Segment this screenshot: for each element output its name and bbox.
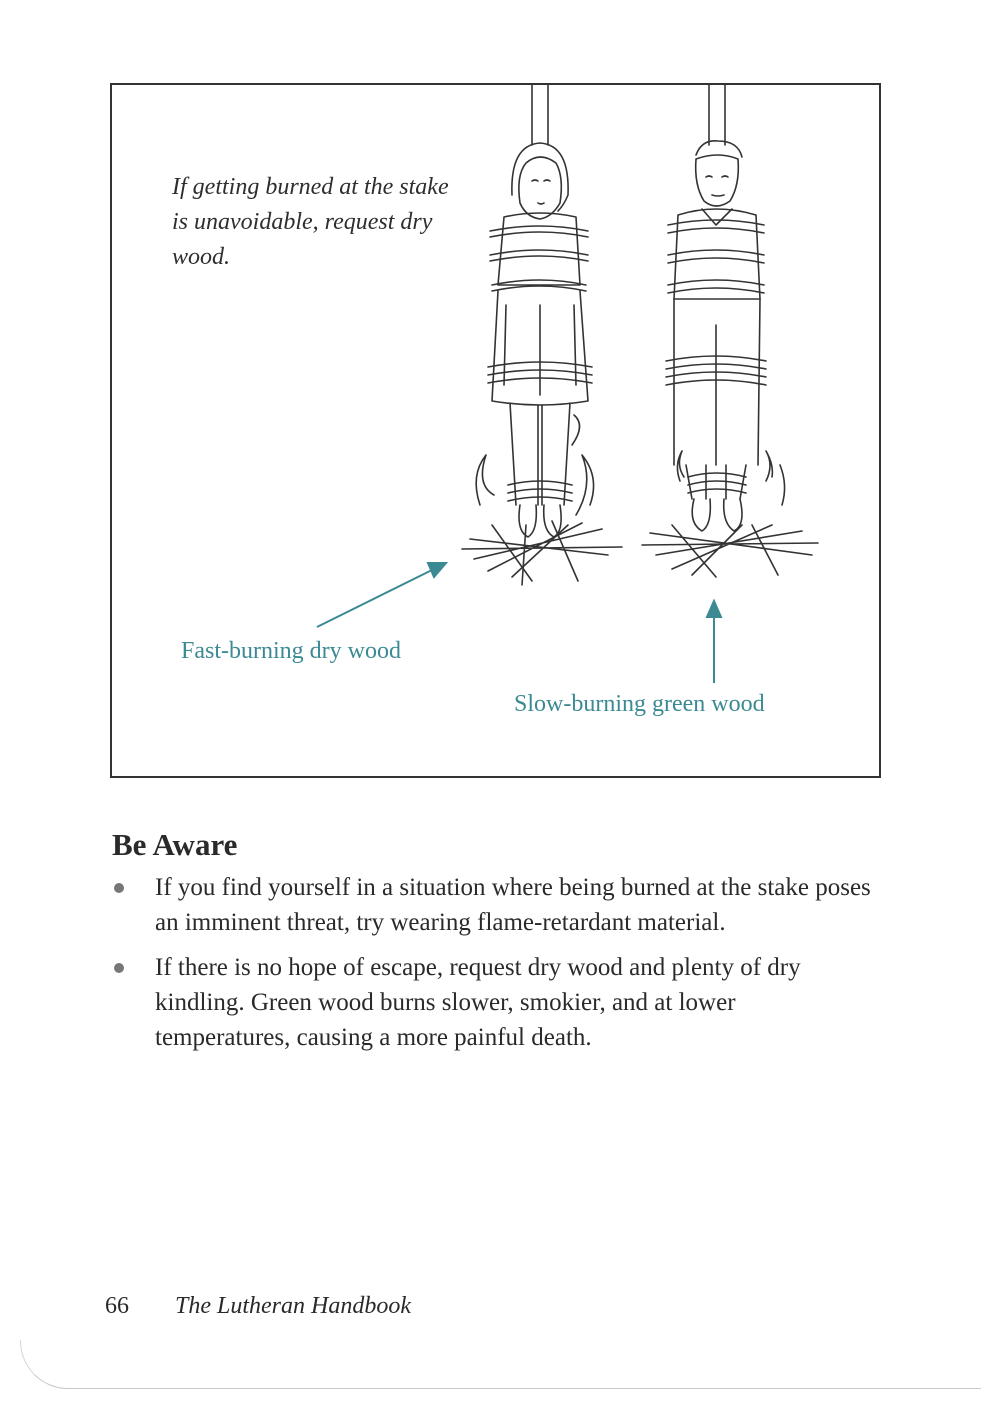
list-item (112, 950, 872, 1055)
page-footer (105, 1293, 411, 1320)
page-number: 66 (105, 1293, 129, 1319)
page-curl-edge (20, 1340, 981, 1389)
figure-caption: If getting burned at the stake is unavoidable, request dry wood. (172, 174, 449, 270)
bullet-icon (114, 883, 124, 893)
advice-list (112, 870, 872, 1065)
illustration-frame (110, 83, 881, 778)
list-item-text: If there is no hope of escape, request dry wood and plenty of dry kindling. Green wood burns slower, smokier, and at lower temperatures, causing a more painful death. (155, 954, 801, 1051)
list-item-text: If you find yourself in a situation where being burned at the stake poses an imminent threat, try wearing flame-retardant material. (155, 874, 871, 936)
list-item (112, 870, 872, 940)
book-title: The Lutheran Handbook (175, 1293, 411, 1319)
section-heading: Be Aware (112, 827, 238, 862)
annotation-arrows (317, 563, 721, 683)
green-wood-label: Slow-burning green wood (514, 691, 765, 717)
man-at-stake-figure (642, 85, 818, 577)
woman-at-stake-figure (462, 85, 622, 585)
bullet-icon (114, 963, 124, 973)
dry-wood-label: Fast-burning dry wood (181, 638, 401, 664)
